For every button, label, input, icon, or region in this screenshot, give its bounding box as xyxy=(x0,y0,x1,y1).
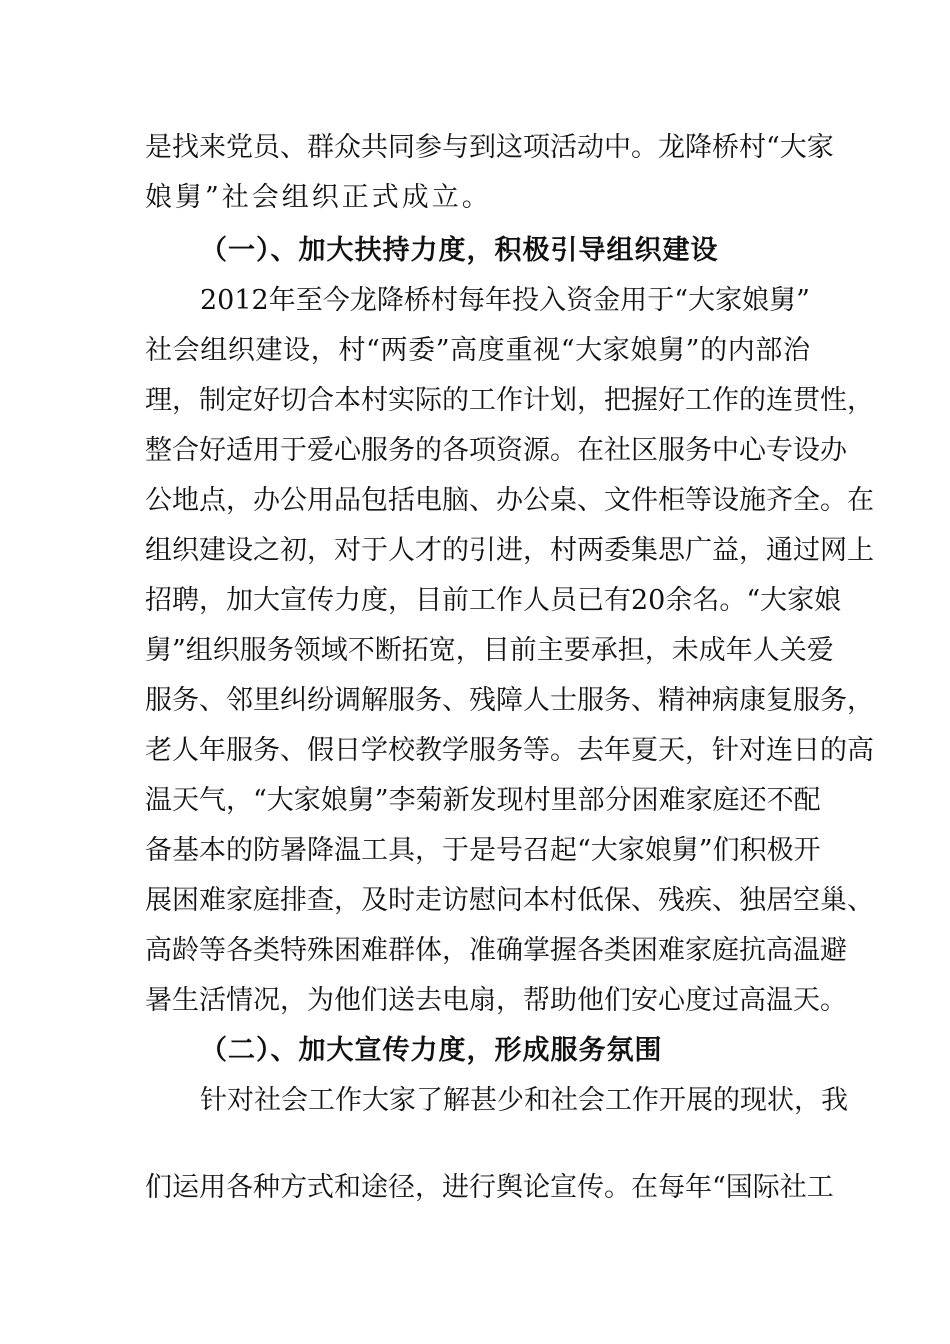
section1-line-7: 招聘，加大宣传力度，目前工作人员已有20余名。“大家娘 xyxy=(145,585,842,616)
section1-line-13: 展困难家庭排查，及时走访慰问本村低保、残疾、独居空巢、 xyxy=(145,885,874,916)
section1-line-11: 温天气，“大家娘舅”李菊新发现村里部分困难家庭还不配 xyxy=(145,785,821,816)
intro-line-2: 娘舅”社会组织正式成立。 xyxy=(145,182,492,213)
section1-line-4: 整合好适用于爱心服务的各项资源。在社区服务中心专设办 xyxy=(145,435,847,466)
section1-line-12: 备基本的防暑降温工具，于是号召起“大家娘舅”们积极开 xyxy=(145,835,821,866)
section2-heading: （二）、加大宣传力度，形成服务氛围 xyxy=(200,1035,663,1066)
section1-heading: （一）、加大扶持力度，积极引导组织建设 xyxy=(200,235,719,266)
intro-line-1: 是找来党员、群众共同参与到这项活动中。龙降桥村“大家 xyxy=(145,132,834,163)
section2-line-1: 针对社会工作大家了解甚少和社会工作开展的现状，我 xyxy=(200,1085,848,1116)
section2-line-2: 们运用各种方式和途径，进行舆论宣传。在每年“国际社工 xyxy=(145,1172,834,1203)
section1-line-3: 理，制定好切合本村实际的工作计划，把握好工作的连贯性， xyxy=(145,385,874,416)
section1-line-14: 高龄等各类特殊困难群体，准确掌握各类困难家庭抗高温避 xyxy=(145,935,847,966)
section1-line-2: 社会组织建设，村“两委”高度重视“大家娘舅”的内部治 xyxy=(145,335,810,366)
section1-line-6: 组织建设之初，对于人才的引进，村两委集思广益，通过网上 xyxy=(145,535,874,566)
section1-line-9: 服务、邻里纠纷调解服务、残障人士服务、精神病康复服务， xyxy=(145,685,874,716)
section1-line-8: 舅”组织服务领域不断拓宽，目前主要承担，未成年人关爱 xyxy=(145,635,834,666)
section1-line-15: 暑生活情况，为他们送去电扇，帮助他们安心度过高温天。 xyxy=(145,985,847,1016)
section1-line-5: 公地点，办公用品包括电脑、办公桌、文件柜等设施齐全。在 xyxy=(145,485,874,516)
section1-line-1: 2012年至今龙降桥村每年投入资金用于“大家娘舅” xyxy=(200,285,810,316)
section1-line-10: 老人年服务、假日学校教学服务等。去年夏天，针对连日的高 xyxy=(145,735,874,766)
